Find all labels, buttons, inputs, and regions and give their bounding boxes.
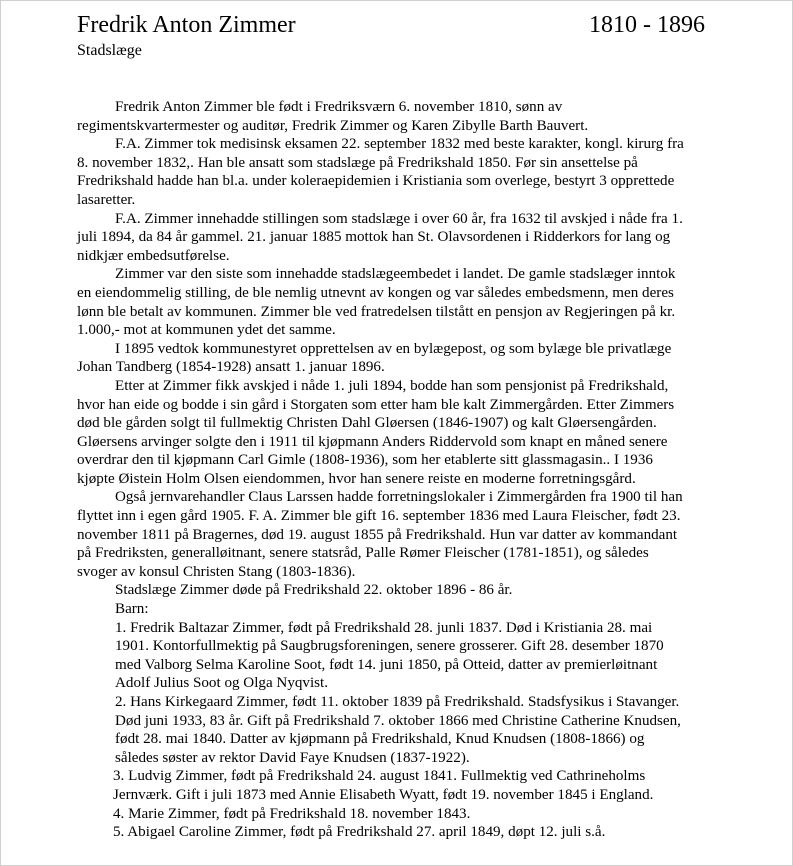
text-line: svoger av konsul Christen Stang (1803-1836). bbox=[77, 563, 356, 580]
text-line: Johan Tandberg (1854-1928) ansatt 1. januar 1896. bbox=[77, 359, 385, 376]
text-line: en eiendommelig stilling, de ble nemlig utnevnt av kongen og var således embedsmenn, men deres bbox=[77, 284, 674, 301]
text-line: 8. november 1832,. Han ble ansatt som stadslæge på Fredrikshald 1850. Før sin ansettelse på bbox=[77, 154, 638, 171]
list-item-continuation: Død juni 1933, 83 år. Gift på Fredrikshald 7. oktober 1866 med Christine Catherine Knudsen, bbox=[115, 712, 681, 729]
list-item-continuation: således søster av rektor David Faye Knudsen (1837-1922). bbox=[115, 749, 470, 766]
text-line: flyttet inn i egen gård 1905. F. A. Zimmer ble gift 16. september 1836 med Laura Fleischer, født 23. bbox=[77, 508, 681, 525]
biography-body bbox=[77, 98, 727, 842]
text-line: Også jernvarehandler Claus Larssen hadde forretningslokaler i Zimmergården fra 1900 til han bbox=[115, 489, 683, 506]
list-item-continuation: 1901. Kontorfullmektig på Saugbrugsforeningen, senere grosserer. Gift 28. desember 1870 bbox=[115, 638, 664, 655]
text-line: lasaretter. bbox=[77, 191, 136, 208]
text-line: Barn: bbox=[115, 601, 149, 618]
text-line: nidkjær embedsutførelse. bbox=[77, 247, 230, 264]
text-line: F.A. Zimmer innehadde stillingen som stadslæge i over 60 år, fra 1632 til avskjed i nåde fra 1. bbox=[115, 210, 683, 227]
text-line: overdrar den til kjøpmann Carl Gimle (1808-1936), som her etablerte sitt glassmagasin.. I 1936 bbox=[77, 452, 653, 469]
life-years-heading: 1810 - 1896 bbox=[589, 12, 705, 38]
text-line: Fredrikshald hadde han bl.a. under koleraepidemien i Kristiania som overlege, bestyrt 3 opprettede bbox=[77, 173, 675, 190]
list-item-continuation: født 28. mai 1840. Datter av kjøpmann på Fredrikshald, Knud Knudsen (1808-1866) og bbox=[115, 731, 645, 748]
occupation-subtitle: Stadslæge bbox=[77, 42, 142, 59]
person-name-heading: Fredrik Anton Zimmer bbox=[77, 12, 296, 38]
list-item: 3. Ludvig Zimmer, født på Fredrikshald 24. august 1841. Fullmektig ved Cathrineholms bbox=[113, 768, 646, 785]
text-line: november 1811 på Bragernes, død 19. august 1855 på Fredrikshald. Hun var datter av kommandant bbox=[77, 526, 678, 543]
list-item-continuation: med Valborg Selma Karoline Soot, født 14. juni 1850, på Otteid, datter av premierløitnant bbox=[115, 656, 658, 673]
text-line: 1.000,- mot at kommunen ydet det samme. bbox=[77, 322, 336, 339]
text-line: Etter at Zimmer fikk avskjed i nåde 1. juli 1894, bodde han som pensjonist på Fredrikshald, bbox=[115, 377, 669, 394]
list-item: 5. Abigael Caroline Zimmer, født på Fredrikshald 27. april 1849, døpt 12. juli s.å. bbox=[113, 824, 606, 841]
list-item: 4. Marie Zimmer, født på Fredrikshald 18. november 1843. bbox=[113, 805, 471, 822]
text-line: F.A. Zimmer tok medisinsk eksamen 22. september 1832 med beste karakter, kongl. kirurg fra bbox=[115, 136, 684, 153]
text-line: lønn ble betalt av kommunen. Zimmer ble ved fratredelsen tilstått en pensjon av Regjeringen på kr. bbox=[77, 303, 676, 320]
text-line: Stadslæge Zimmer døde på Fredrikshald 22. oktober 1896 - 86 år. bbox=[115, 582, 513, 599]
list-item-continuation: Jernværk. Gift i juli 1873 med Annie Elisabeth Wyatt, født 19. november 1845 i England. bbox=[113, 786, 654, 803]
text-line: hvor han eide og bodde i sin gård i Storgaten som etter ham ble kalt Zimmergården. Etter Zimmers bbox=[77, 396, 675, 413]
list-item-continuation: Adolf Julius Soot og Olga Nyqvist. bbox=[115, 675, 329, 692]
text-line: Zimmer var den siste som innehadde stadslægeembedet i landet. De gamle stadslæger inntok bbox=[115, 266, 676, 283]
text-line: Fredrik Anton Zimmer ble født i Fredriksværn 6. november 1810, sønn av bbox=[115, 99, 563, 115]
text-line: død ble gården solgt til fullmektig Christen Dahl Gløersen (1846-1907) og kalt Gløersengården. bbox=[77, 415, 657, 432]
list-item: 1. Fredrik Baltazar Zimmer, født på Fredrikshald 28. junli 1837. Død i Kristiania 28. mai bbox=[115, 619, 653, 636]
text-line: regimentskvartermester og auditør, Fredrik Zimmer og Karen Zibylle Barth Bauvert. bbox=[77, 117, 589, 134]
list-item: 2. Hans Kirkegaard Zimmer, født 11. oktober 1839 på Fredrikshald. Stadsfysikus i Stavanger. bbox=[115, 694, 680, 710]
text-line: I 1895 vedtok kommunestyret opprettelsen av en bylægepost, og som bylæge ble privatlæge bbox=[115, 340, 672, 357]
text-line: på Fredriksten, generalløitnant, senere statsråd, Palle Rømer Fleischer (1781-1851), og således bbox=[77, 545, 649, 562]
text-line: kjøpte Øistein Holm Olsen eiendommen, hvor han senere reiste en moderne forretningsgård. bbox=[77, 470, 636, 487]
text-line: juli 1894, da 84 år gammel. 21. januar 1885 mottok han St. Olavsordenen i Ridderkors for lang og bbox=[77, 229, 671, 246]
text-line: Gløersens arvinger solgte den i 1911 til kjøpmann Anders Riddervold som knapt en måned senere bbox=[77, 433, 668, 450]
